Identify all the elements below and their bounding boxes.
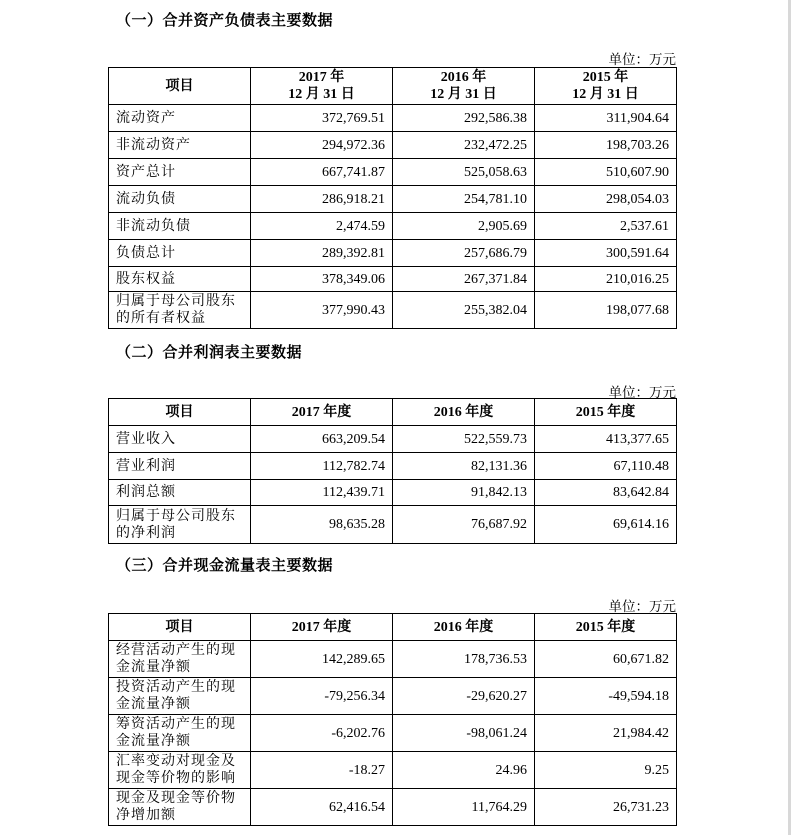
row-label: 归属于母公司股东的净利润: [109, 506, 251, 544]
table-row: [109, 267, 677, 292]
cell-value: 510,607.90: [535, 159, 677, 186]
table-row: [109, 159, 677, 186]
cell-value: 91,842.13: [393, 480, 535, 506]
cash-flow-table: [108, 613, 677, 826]
header-row: [109, 68, 677, 105]
cash-flow-unit: 单位：万元: [608, 599, 676, 614]
cell-value: -18.27: [251, 752, 393, 789]
cell-value: 298,054.03: [535, 186, 677, 213]
cell-value: 254,781.10: [393, 186, 535, 213]
cell-value: 372,769.51: [251, 105, 393, 132]
column-header: 2015 年 12 月 31 日: [535, 68, 677, 105]
cell-value: 294,972.36: [251, 132, 393, 159]
table-row: [109, 641, 677, 678]
table-row: [109, 480, 677, 506]
row-label: 非流动负债: [109, 213, 251, 240]
cell-value: 112,439.71: [251, 480, 393, 506]
cell-value: 267,371.84: [393, 267, 535, 292]
cell-value: 198,703.26: [535, 132, 677, 159]
cell-value: 311,904.64: [535, 105, 677, 132]
cell-value: 21,984.42: [535, 715, 677, 752]
cell-value: 378,349.06: [251, 267, 393, 292]
balance-sheet-unit: 单位：万元: [608, 52, 676, 67]
cell-value: 198,077.68: [535, 292, 677, 329]
row-label: 利润总额: [109, 480, 251, 506]
cell-value: 69,614.16: [535, 506, 677, 544]
row-label: 归属于母公司股东的所有者权益: [109, 292, 251, 329]
table-row: [109, 789, 677, 826]
cell-value: 26,731.23: [535, 789, 677, 826]
row-label: 非流动资产: [109, 132, 251, 159]
row-label: 资产总计: [109, 159, 251, 186]
row-label: 流动负债: [109, 186, 251, 213]
cell-value: 377,990.43: [251, 292, 393, 329]
table-row: [109, 426, 677, 453]
table-row: [109, 453, 677, 480]
table-row: [109, 240, 677, 267]
cell-value: 232,472.25: [393, 132, 535, 159]
row-label: 流动资产: [109, 105, 251, 132]
cell-value: -49,594.18: [535, 678, 677, 715]
cell-value: 178,736.53: [393, 641, 535, 678]
cell-value: 522,559.73: [393, 426, 535, 453]
cell-value: 300,591.64: [535, 240, 677, 267]
cell-value: 112,782.74: [251, 453, 393, 480]
row-label: 营业利润: [109, 453, 251, 480]
cell-value: 82,131.36: [393, 453, 535, 480]
balance-sheet-title: （一）合并资产负债表主要数据: [116, 11, 334, 29]
table-row: [109, 105, 677, 132]
cell-value: 210,016.25: [535, 267, 677, 292]
table-row: [109, 752, 677, 789]
cell-value: -6,202.76: [251, 715, 393, 752]
column-header: 项目: [109, 68, 251, 105]
row-label: 现金及现金等价物净增加额: [109, 789, 251, 826]
row-label: 投资活动产生的现金流量净额: [109, 678, 251, 715]
cell-value: 292,586.38: [393, 105, 535, 132]
cell-value: 667,741.87: [251, 159, 393, 186]
column-header: 项目: [109, 399, 251, 426]
cell-value: 83,642.84: [535, 480, 677, 506]
balance-sheet-table: [108, 67, 677, 329]
cell-value: 525,058.63: [393, 159, 535, 186]
column-header: 2015 年度: [535, 399, 677, 426]
cell-value: 9.25: [535, 752, 677, 789]
cell-value: 255,382.04: [393, 292, 535, 329]
row-label: 汇率变动对现金及现金等价物的影响: [109, 752, 251, 789]
cell-value: 24.96: [393, 752, 535, 789]
table-row: [109, 186, 677, 213]
table-row: [109, 506, 677, 544]
income-statement-table: [108, 398, 677, 544]
cell-value: 76,687.92: [393, 506, 535, 544]
header-row: [109, 614, 677, 641]
table-row: [109, 715, 677, 752]
column-header: 2016 年度: [393, 614, 535, 641]
cell-value: 413,377.65: [535, 426, 677, 453]
cell-value: 286,918.21: [251, 186, 393, 213]
row-label: 营业收入: [109, 426, 251, 453]
cell-value: -79,256.34: [251, 678, 393, 715]
row-label: 股东权益: [109, 267, 251, 292]
cell-value: -98,061.24: [393, 715, 535, 752]
cell-value: 2,537.61: [535, 213, 677, 240]
cell-value: 62,416.54: [251, 789, 393, 826]
row-label: 筹资活动产生的现金流量净额: [109, 715, 251, 752]
cell-value: 2,905.69: [393, 213, 535, 240]
cell-value: 98,635.28: [251, 506, 393, 544]
cell-value: 663,209.54: [251, 426, 393, 453]
cash-flow-title: （三）合并现金流量表主要数据: [116, 556, 334, 574]
row-label: 经营活动产生的现金流量净额: [109, 641, 251, 678]
income-statement-unit: 单位：万元: [608, 385, 676, 400]
column-header: 2016 年度: [393, 399, 535, 426]
cell-value: 60,671.82: [535, 641, 677, 678]
table-row: [109, 132, 677, 159]
header-row: [109, 399, 677, 426]
column-header: 2015 年度: [535, 614, 677, 641]
column-header: 2016 年 12 月 31 日: [393, 68, 535, 105]
cell-value: -29,620.27: [393, 678, 535, 715]
cell-value: 142,289.65: [251, 641, 393, 678]
column-header: 项目: [109, 614, 251, 641]
table-row: [109, 292, 677, 329]
column-header: 2017 年度: [251, 399, 393, 426]
cell-value: 67,110.48: [535, 453, 677, 480]
cell-value: 2,474.59: [251, 213, 393, 240]
cell-value: 289,392.81: [251, 240, 393, 267]
income-statement-title: （二）合并利润表主要数据: [116, 343, 303, 361]
cell-value: 11,764.29: [393, 789, 535, 826]
row-label: 负债总计: [109, 240, 251, 267]
table-row: [109, 213, 677, 240]
table-row: [109, 678, 677, 715]
cell-value: 257,686.79: [393, 240, 535, 267]
column-header: 2017 年 12 月 31 日: [251, 68, 393, 105]
column-header: 2017 年度: [251, 614, 393, 641]
